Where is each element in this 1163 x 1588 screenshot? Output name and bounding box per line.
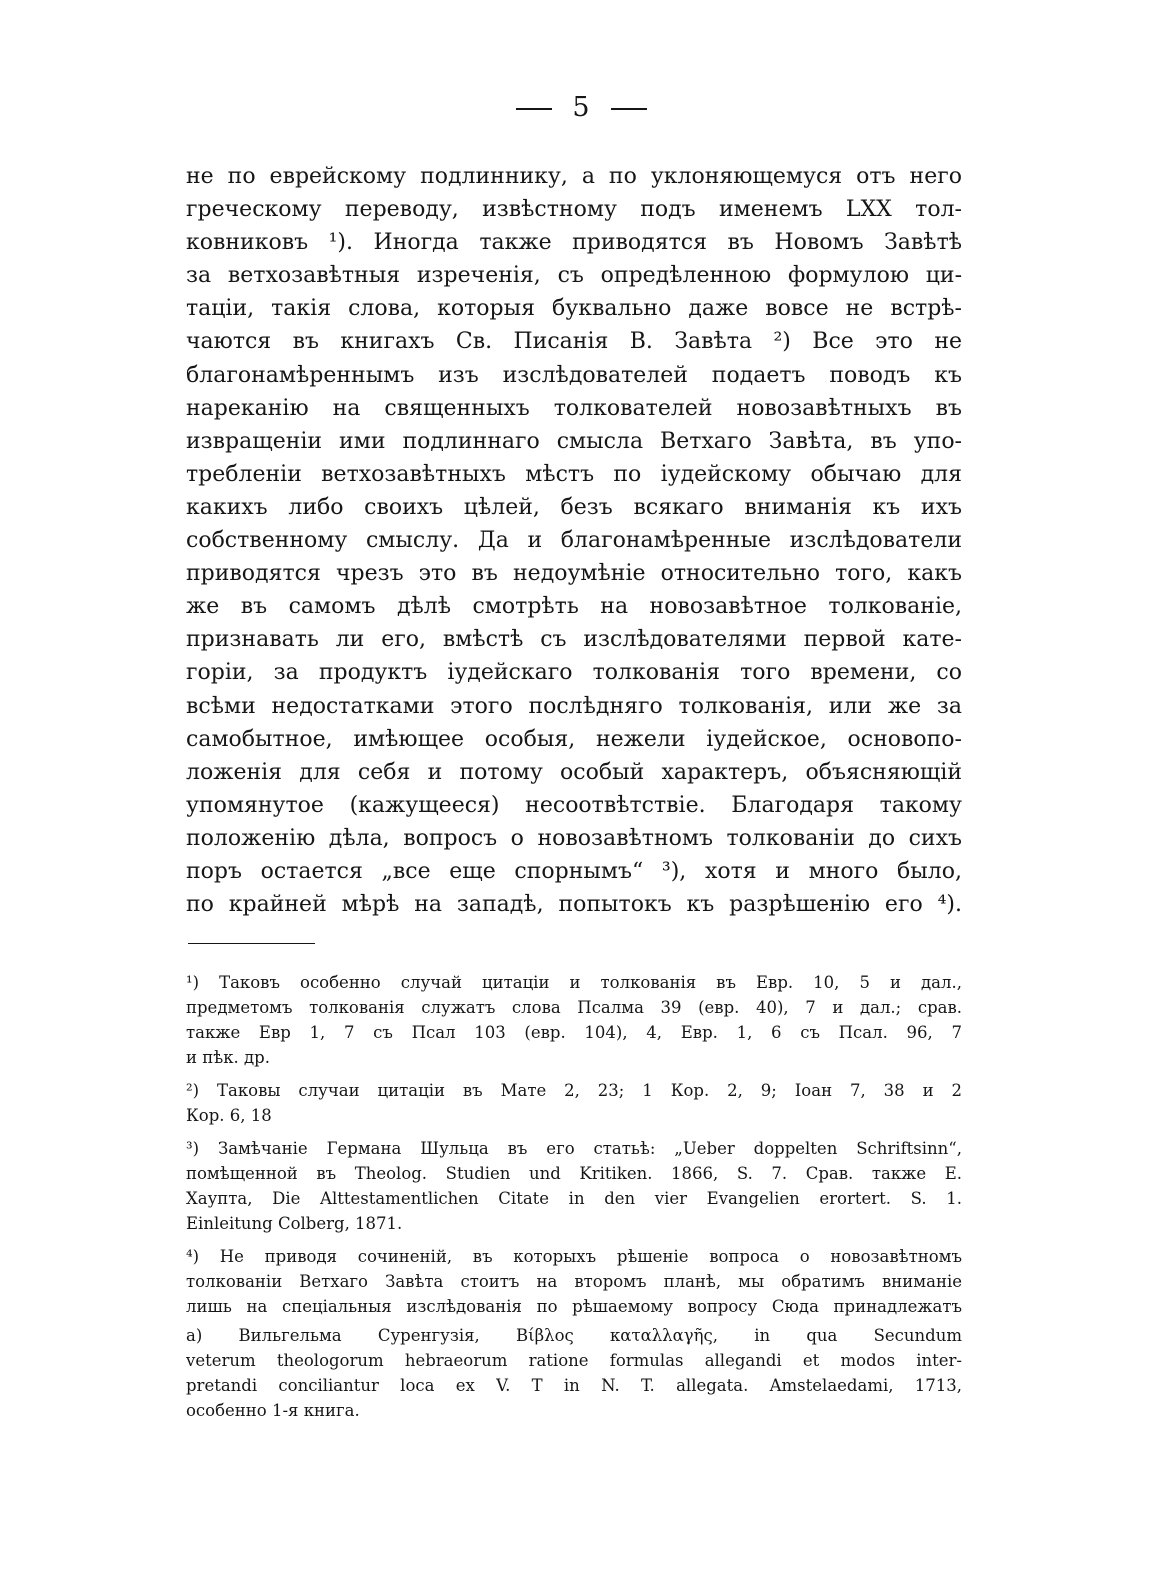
page-number-dash-right [611, 108, 647, 110]
page-number-value: 5 [572, 92, 591, 123]
main-line: какихъ либо своихъ цѣлей, безъ всякаго вниманія къ ихъ [186, 494, 962, 520]
page-number [0, 92, 1163, 123]
footnote-line: лишь на спеціальныя изслѣдованія по рѣшаемому вопросу Сюда принадлежатъ [186, 1297, 962, 1316]
footnote-2 [186, 1078, 962, 1128]
footnote-line: предметомъ толкованія служатъ слова Псалма 39 (евр. 40), 7 и дал.; срав. [186, 998, 962, 1017]
footnote-line: особенно 1-я книга. [186, 1401, 360, 1420]
main-line: положенію дѣла, вопросъ о новозавѣтномъ толкованіи до сихъ [186, 825, 962, 851]
footnote-line: Einleitung Colberg, 1871. [186, 1214, 403, 1233]
main-line: поръ остается „все еще спорнымъ“ ³), хотя и много было, [186, 858, 962, 884]
main-line: извращеніи ими подлиннаго смысла Ветхаго Завѣта, въ упо- [186, 428, 962, 454]
footnote-line: pretandi conciliantur loca ex V. T in N. T. allegata. Amstelaedami, 1713, [186, 1376, 962, 1395]
footnote-4 [186, 1244, 962, 1319]
footnote-line: и пѣк. др. [186, 1048, 270, 1067]
footnote-line: также Евр 1, 7 съ Псал 103 (евр. 104), 4, Евр. 1, 6 съ Псал. 96, 7 [186, 1023, 962, 1042]
main-line: благонамѣреннымъ изъ изслѣдователей подаетъ поводъ къ [186, 362, 962, 388]
main-line: собственному смыслу. Да и благонамѣренные изслѣдователи [186, 528, 962, 554]
main-line: чаются въ книгахъ Св. Писанія В. Завѣта ²) Все это не [186, 329, 962, 355]
main-line: самобытное, имѣющее особыя, нежели іудейское, основопо- [186, 726, 962, 752]
footnote-line: а) Вильгельма Суренгузія, Βίβλος καταλλαγῆς, in qua Secundum [186, 1326, 962, 1345]
footnote-line: ³) Замѣчаніе Германа Шульца въ его статьѣ: „Ueber doppelten Schriftsinn“, [186, 1139, 962, 1158]
footnote-line: Хаупта, Die Alttestamentlichen Citate in den vier Evangelien erortert. S. 1. [186, 1189, 962, 1208]
footnote-4a [186, 1323, 962, 1423]
main-line: не по еврейскому подлиннику, а по уклоняющемуся отъ него [186, 164, 962, 189]
main-line: греческому переводу, извѣстному подъ именемъ LXX тол- [186, 197, 962, 223]
main-line: всѣми недостатками этого послѣдняго толкованія, или же за [186, 693, 962, 719]
footnote-1 [186, 970, 962, 1070]
footnote-line: толкованіи Ветхаго Завѣта стоитъ на второмъ планѣ, мы обратимъ вниманіе [186, 1272, 962, 1291]
footnote-line: veterum theologorum hebraeorum ratione formulas allegandi et modos inter- [186, 1351, 962, 1370]
footnote-line: Кор. 6, 18 [186, 1106, 272, 1125]
main-line: ложенія для себя и потому особый характеръ, объясняющій [186, 759, 962, 785]
page-number-dash-left [516, 108, 552, 110]
main-line: таціи, такія слова, которыя буквально даже вовсе не встрѣ- [186, 296, 962, 322]
main-line: за ветхозавѣтныя изреченія, съ опредѣленною формулою ци- [186, 263, 962, 289]
footnote-line: помѣщенной въ Theolog. Studien und Kritiken. 1866, S. 7. Срав. также E. [186, 1164, 962, 1183]
main-line: упомянутое (кажущееся) несоотвѣтствіе. Благодаря такому [186, 792, 962, 818]
footnote-line: ⁴) Не приводя сочиненій, въ которыхъ рѣшеніе вопроса о новозавѣтномъ [186, 1247, 962, 1266]
footnote-line: ¹) Таковъ особенно случай цитаціи и толкованія въ Евр. 10, 5 и дал., [186, 973, 962, 992]
footnotes [186, 970, 962, 1423]
main-line: приводятся чрезъ это въ недоумѣніе относительно того, какъ [186, 561, 962, 587]
main-line: горіи, за продуктъ іудейскаго толкованія того времени, со [186, 660, 962, 686]
footnote-separator [188, 943, 315, 944]
footnote-3 [186, 1136, 962, 1236]
footnote-line: ²) Таковы случаи цитаціи въ Мате 2, 23; 1 Кор. 2, 9; Іоан 7, 38 и 2 [186, 1081, 962, 1100]
main-line: ковниковъ ¹). Иногда также приводятся въ Новомъ Завѣтѣ [186, 230, 962, 256]
main-line: же въ самомъ дѣлѣ смотрѣть на новозавѣтное толкованіе, [186, 594, 962, 620]
main-line: признавать ли его, вмѣстѣ съ изслѣдователями первой кате- [186, 627, 962, 653]
main-text [186, 160, 962, 921]
main-line: требленіи ветхозавѣтныхъ мѣстъ по іудейскому обычаю для [186, 461, 962, 487]
main-line: нареканію на священныхъ толкователей новозавѣтныхъ въ [186, 395, 962, 421]
main-line: по крайней мѣрѣ на западѣ, попытокъ къ разрѣшенію его ⁴). [186, 892, 962, 918]
